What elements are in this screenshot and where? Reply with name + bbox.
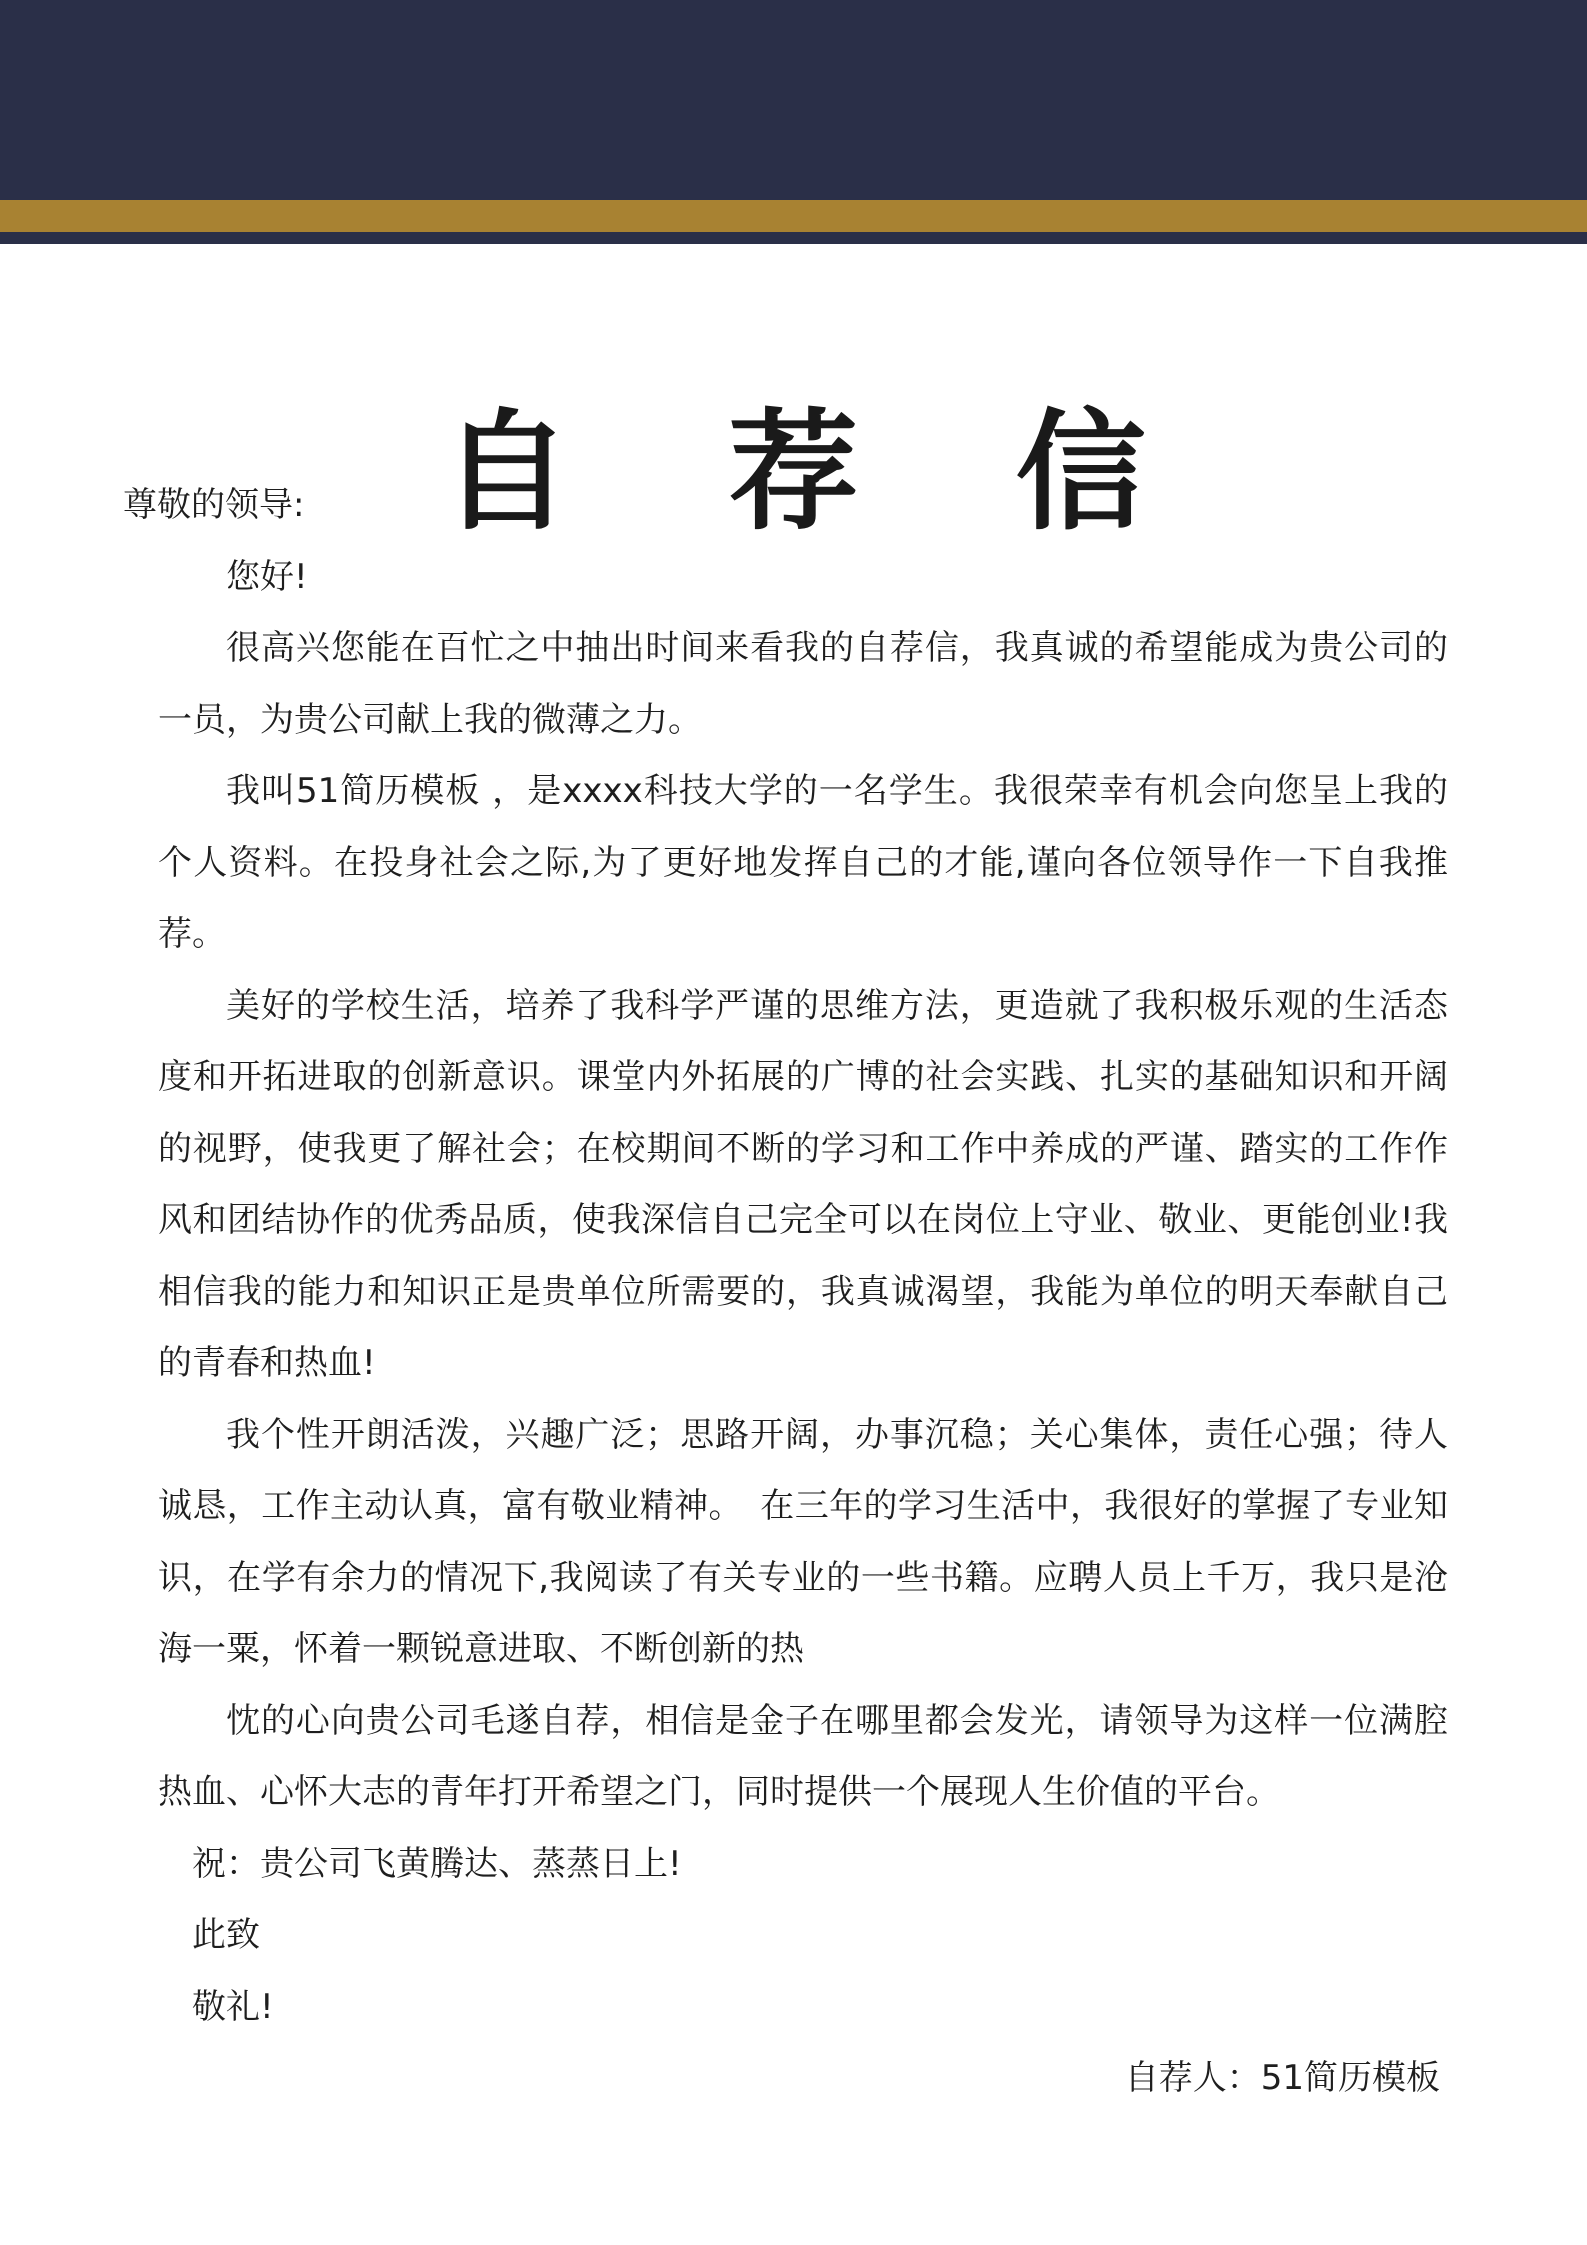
header-band — [0, 0, 1587, 200]
paragraph-request: 忱的心向贵公司毛遂自荐，相信是金子在哪里都会发光，请领导为这样一位满腔热血、心怀大志的青年打开希望之门，同时提供一个展现人生价值的平台。 — [158, 1700, 1448, 1812]
header-bottom-band — [0, 232, 1587, 244]
greeting: 您好! — [226, 556, 308, 597]
page-title: 自 荐 信 — [441, 396, 1202, 549]
paragraph-education: 美好的学校生活，培养了我科学严谨的思维方法，更造就了我积极乐观的生活态度和开拓进取的创新意识。课堂内外拓展的广博的社会实践、扎实的基础知识和开阔的视野，使我更了解社会；在校期间不断的学习和工作中养成的严谨、踏实的工作作风和团结协作的优秀品质，使我深信自己完全可以在岗位上守业、敬业、更能创业!我相信我的能力和知识正是贵单位所需要的，我真诚渴望，我能为单位的明天奉献自己的青春和热血! — [158, 985, 1448, 1383]
closing-regards-1: 此致 — [192, 1915, 260, 1955]
closing-wish: 祝：贵公司飞黄腾达、蒸蒸日上! — [192, 1843, 682, 1884]
signature: 自荐人：51简历模板 — [1124, 2058, 1440, 2098]
closing-regards-2: 敬礼! — [192, 1986, 274, 2027]
gold-accent-stripe — [0, 200, 1587, 232]
salutation: 尊敬的领导: — [123, 485, 305, 525]
letter-body — [123, 470, 1448, 2115]
paragraph-personality: 我个性开朗活泼，兴趣广泛；思路开阔，办事沉稳；关心集体，责任心强；待人诚恳，工作主动认真，富有敬业精神。 在三年的学习生活中，我很好的掌握了专业知识，在学有余力的情况下,我阅读了有关专业的一些书籍。应聘人员上千万，我只是沧海一粟，怀着一颗锐意进取、不断创新的热 — [158, 1414, 1448, 1669]
paragraph-intro: 很高兴您能在百忙之中抽出时间来看我的自荐信，我真诚的希望能成为贵公司的一员，为贵公司献上我的微薄之力。 — [158, 628, 1448, 740]
paragraph-self-introduction: 我叫51简历模板 ，是xxxx科技大学的一名学生。我很荣幸有机会向您呈上我的个人资料。在投身社会之际,为了更好地发挥自己的才能,谨向各位领导作一下自我推荐。 — [158, 771, 1448, 954]
